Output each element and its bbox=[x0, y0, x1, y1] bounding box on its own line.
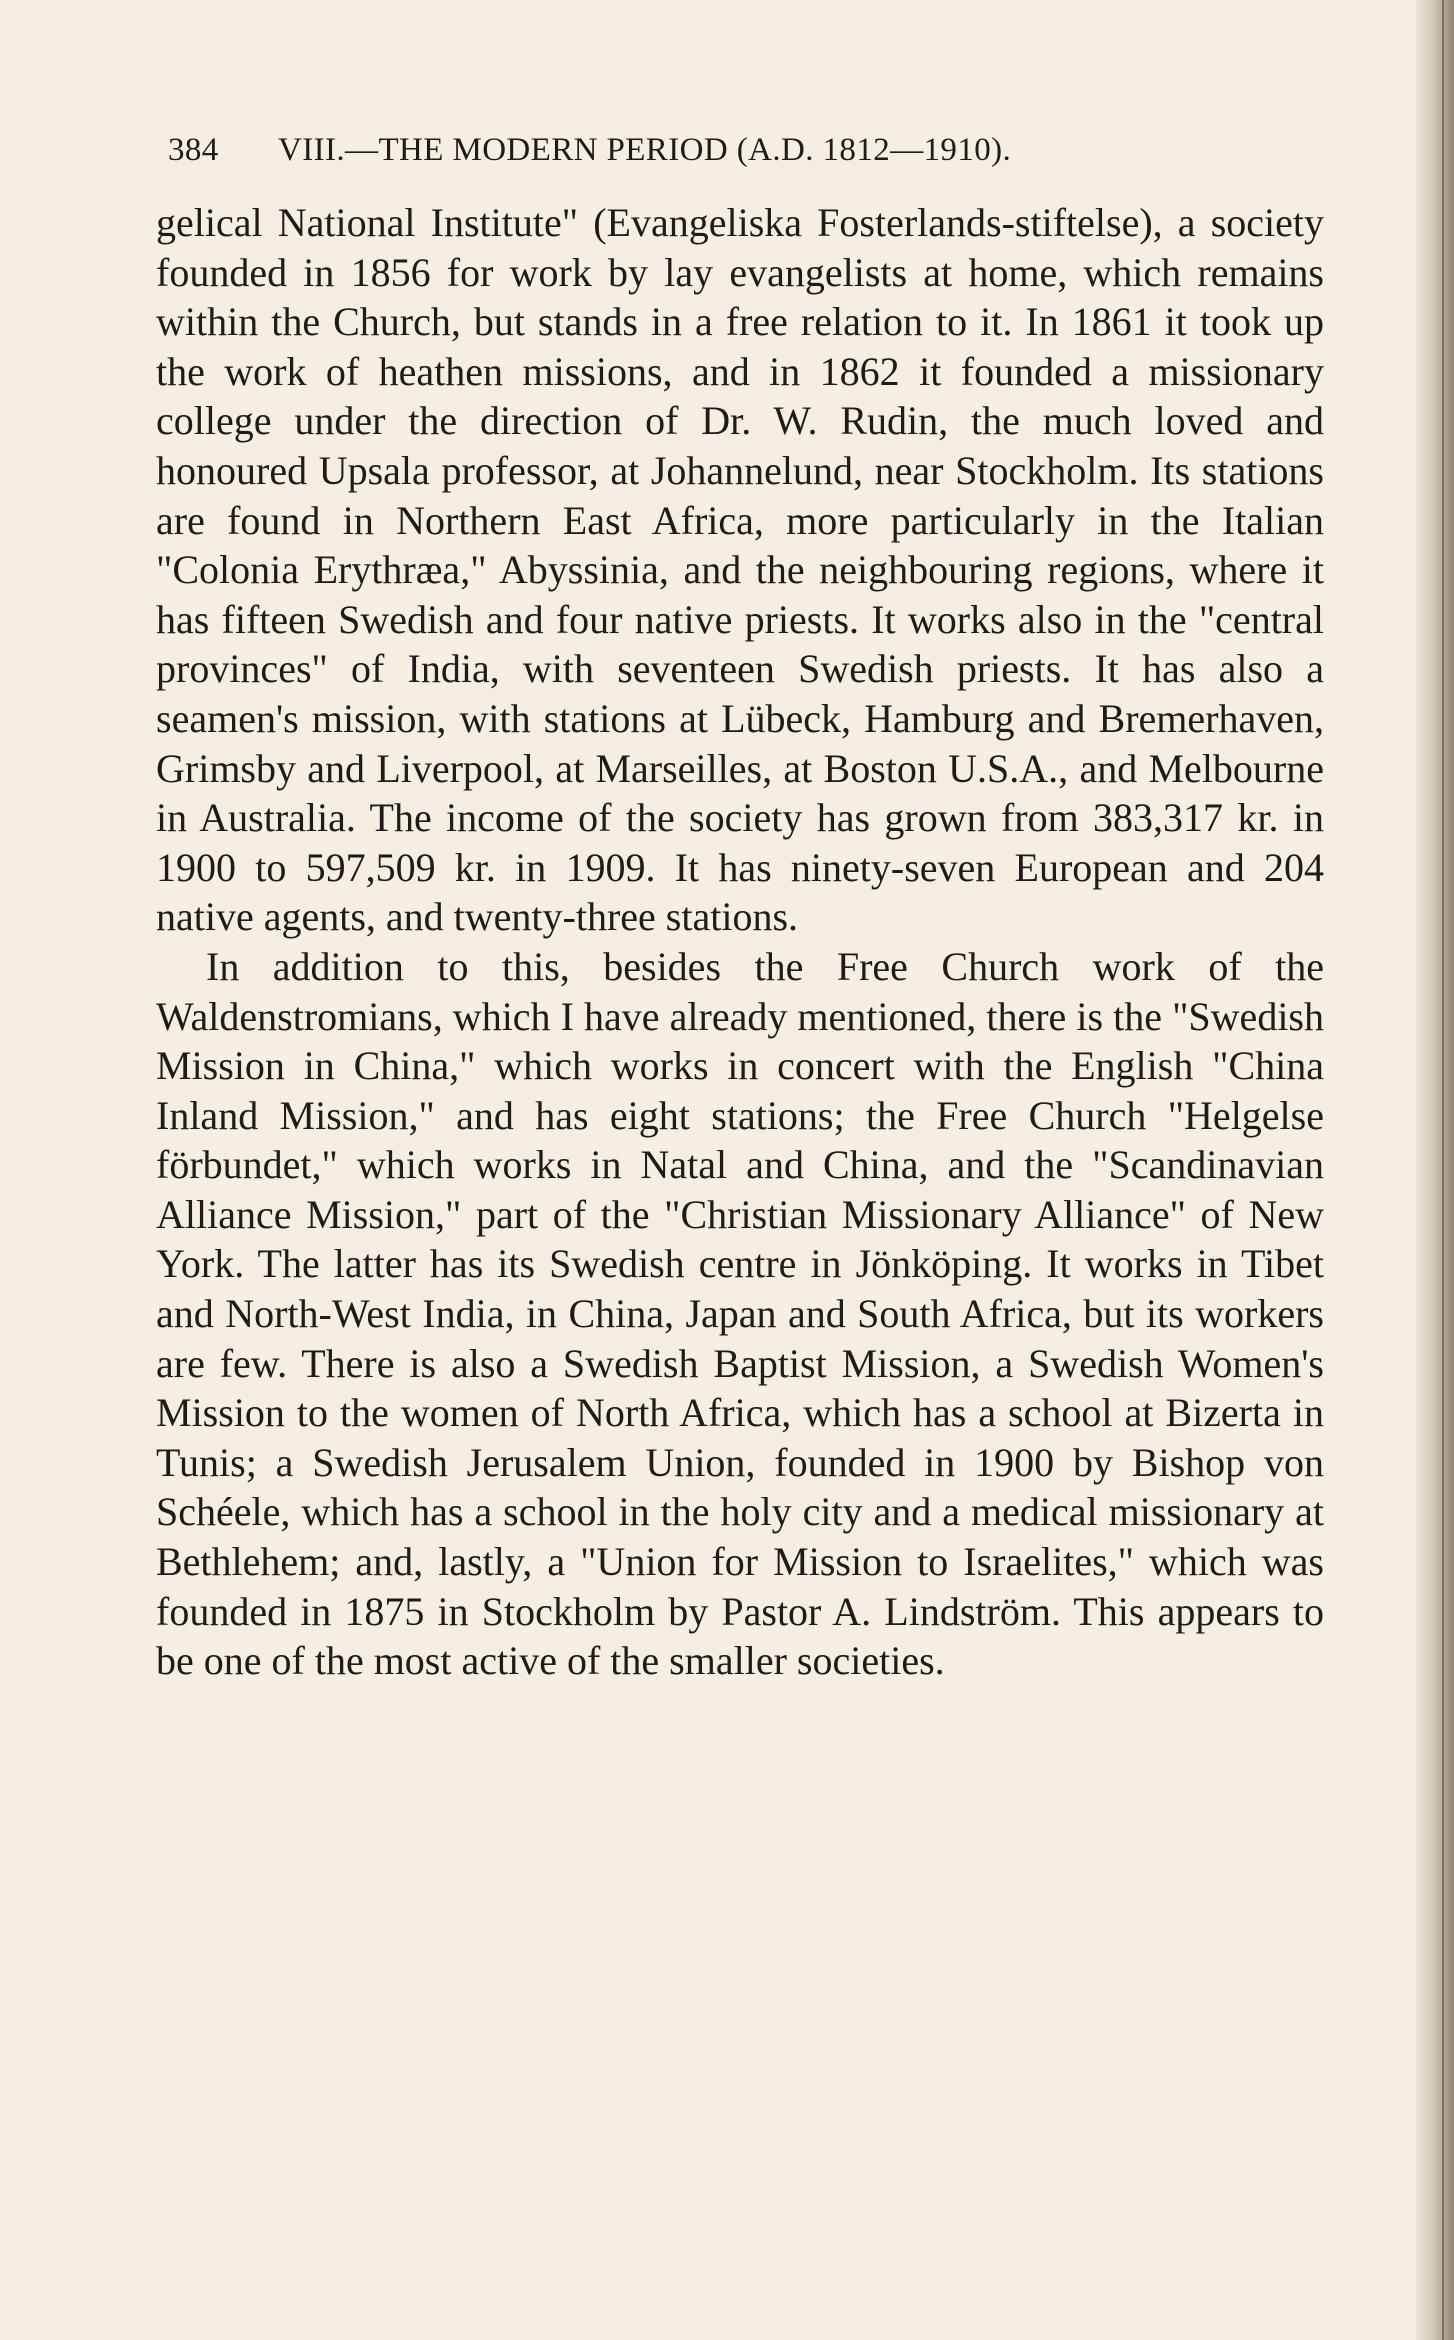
body-text bbox=[156, 198, 1324, 1686]
page-binding-edge bbox=[1416, 0, 1454, 2340]
running-header bbox=[168, 132, 1328, 182]
page-edge-line bbox=[1442, 0, 1444, 2340]
page-number: 384 bbox=[168, 132, 219, 168]
paragraph: In addition to this, besides the Free Church work of the Waldenstromians, which I have already mentioned, there is the "Swedish Mission in China," which works in concert with the English "China Inland Mission," and has eight stations; the Free Church "Helgelse förbundet," which works in Natal and China, and the "Scandinavian Alliance Mission," part of the "Christian Missionary Alliance" of New York. The latter has its Swedish centre in Jönköping. It works in Tibet and North-West India, in China, Japan and South Africa, but its workers are few. There is also a Swedish Baptist Mission, a Swedish Women's Mission to the women of North Africa, which has a school at Bizerta in Tunis; a Swedish Jerusalem Union, founded in 1900 by Bishop von Schéele, which has a school in the holy city and a medical missionary at Bethlehem; and, lastly, a "Union for Mission to Israelites," which was founded in 1875 in Stockholm by Pastor A. Lindström. This appears to be one of the most active of the smaller societies. bbox=[156, 943, 1324, 1684]
running-title: VIII.—THE MODERN PERIOD (A.D. 1812—1910). bbox=[278, 132, 1012, 168]
paragraph-continued: gelical National Institute" (Evangeliska Fosterlands-stiftelse), a society founded in 1856 for work by lay evangelists at home, which remains within the Church, but stands in a free relation to it. In 1861 it took up the work of heathen missions, and in 1862 it founded a missionary college under the direction of Dr. W. Rudin, the much loved and honoured Upsala professor, at Johannelund, near Stockholm. Its stations are found in Northern East Africa, more particularly in the Italian "Colonia Erythræa," Abyssinia, and the neighbouring regions, where it has fifteen Swedish and four native priests. It works also in the "central provinces" of India, with seventeen Swedish priests. It has also a seamen's mission, with stations at Lübeck, Hamburg and Bremerhaven, Grimsby and Liverpool, at Marseilles, at Boston U.S.A., and Melbourne in Australia. The income of the society has grown from 383,317 kr. in 1900 to 597,509 kr. in 1909. It has ninety-seven European and 204 native agents, and twenty-three stations. bbox=[156, 200, 1324, 940]
